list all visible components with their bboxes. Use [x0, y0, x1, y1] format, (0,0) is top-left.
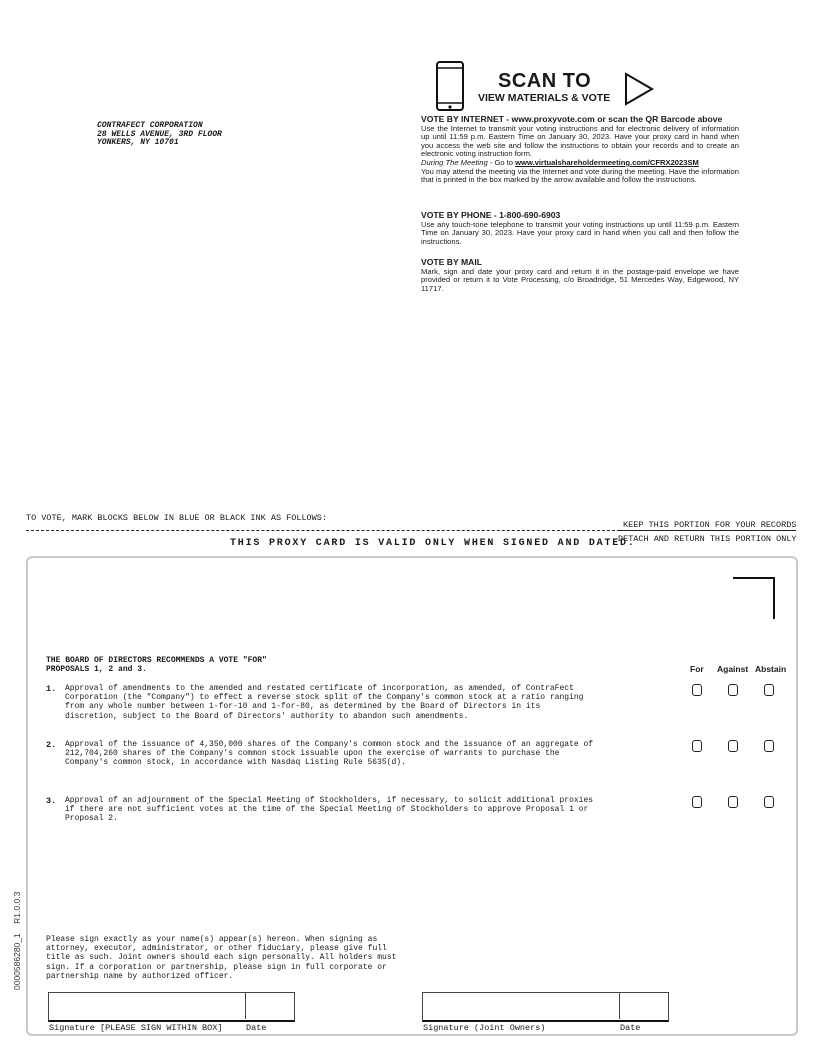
divider: [620, 530, 796, 531]
proposal-text: Approval of an adjournment of the Special Meeting of Stockholders, if necessary, to solicit additional proxies if there are not sufficient votes at the time of the Special Meeting of Stockholders to approve Proposal 1 or Proposal 2.: [65, 796, 594, 824]
meeting-text: You may attend the meeting via the Internet and vote during the meeting. Have the information that is printed in the box marked by the arrow available and follow the instructions.: [421, 166, 739, 185]
vote-mail-heading: VOTE BY MAIL: [421, 257, 482, 267]
phone-icon: [436, 61, 464, 111]
divider: [245, 992, 246, 1019]
checkbox-against[interactable]: [728, 740, 738, 752]
meeting-prefix: During The Meeting: [421, 157, 488, 167]
board-line: PROPOSALS 1, 2 and 3.: [46, 665, 147, 674]
joint-signature-label: Signature (Joint Owners): [423, 1023, 546, 1033]
vote-phone-text: Use any touch-tone telephone to transmit your voting instructions up until 11:59 p.m. Eastern Time on January 30, 2023. Have your proxy card in hand when you call and then follow the instructions.: [421, 219, 739, 246]
proposal-number: 1.: [46, 684, 57, 694]
vote-phone-heading: VOTE BY PHONE - 1-800-690-6903: [421, 210, 561, 220]
column-abstain: Abstain: [755, 664, 787, 674]
column-against: Against: [717, 664, 749, 674]
checkbox-abstain[interactable]: [764, 684, 774, 696]
side-id: 0000586280_1 R1.0.0.3: [12, 891, 22, 990]
checkbox-against[interactable]: [728, 684, 738, 696]
proposal-number: 2.: [46, 740, 57, 750]
keep-portion-label: KEEP THIS PORTION FOR YOUR RECORDS: [623, 520, 797, 530]
proposal-text: Approval of amendments to the amended and restated certificate of incorporation, as amended, of ContraFect Corporation (the "Company") to effect a reverse stock split of the Company's common stock at a ratio ranging from any whole number between 1-for-10 and 1-for-80, as determined by the Board of Directors in its discretion, subject to the Board of Directors' authority to abandon such amendments.: [65, 684, 584, 721]
checkbox-against[interactable]: [728, 796, 738, 808]
signing-instructions: Please sign exactly as your name(s) appear(s) hereon. When signing as attorney, executor, administrator, or other fiduciary, please give full title as such. Joint owners should each sign personally. All holders must sign. If a corporation or partnership, please sign in full corporate or partnership name by authorized officer.: [46, 935, 397, 981]
vote-internet-section: [421, 115, 739, 185]
proposal-number: 3.: [46, 796, 57, 806]
proposal-text: Approval of the issuance of 4,350,000 shares of the Company's common stock and the issuance of an aggregate of 212,704,260 shares of the Company's common stock issuable upon the exercise of warrants to purchase the Company's common stock, in accordance with Nasdaq Listing Rule 5635(d).: [65, 740, 594, 768]
divider: [619, 992, 620, 1019]
mailing-address: [97, 122, 222, 148]
address-line: YONKERS, NY 10701: [97, 138, 179, 147]
signature-box[interactable]: [48, 992, 295, 1022]
vote-phone-section: [421, 211, 739, 246]
address-line: CONTRAFECT CORPORATION: [97, 121, 203, 130]
board-recommendation: [46, 656, 267, 674]
date-label: Date: [246, 1023, 267, 1033]
checkbox-abstain[interactable]: [764, 740, 774, 752]
corner-mark: [733, 577, 775, 619]
vote-mail-text: Mark, sign and date your proxy card and return it in the postage-paid envelope we have provided or return it to Vote Processing, c/o Broadridge, 51 Mercedes Way, Edgewood, NY 11717.: [421, 266, 739, 293]
vote-internet-heading: VOTE BY INTERNET - www.proxyvote.com or scan the QR Barcode above: [421, 114, 723, 124]
valid-notice: THIS PROXY CARD IS VALID ONLY WHEN SIGNED AND DATED.: [230, 538, 636, 549]
signature-label: Signature [PLEASE SIGN WITHIN BOX]: [49, 1023, 223, 1033]
joint-date-label: Date: [620, 1023, 641, 1033]
detach-portion-label: DETACH AND RETURN THIS PORTION ONLY: [618, 534, 797, 544]
scan-title: SCAN TO: [498, 70, 592, 92]
column-for: For: [690, 664, 704, 674]
meeting-goto: - Go to: [487, 157, 516, 167]
vote-internet-text: Use the Internet to transmit your voting instructions and for electronic delivery of information up until 11:59 p.m. Eastern Time on January 30, 2023. Have your proxy card in hand when you access the web site and follow the instructions to obtain your records and to create an electronic voting instruction form.: [421, 123, 739, 159]
vote-mail-section: [421, 258, 739, 293]
meeting-url-link[interactable]: www.virtualshareholdermeeting.com/CFRX2023SM: [515, 157, 699, 167]
to-vote-instruction: TO VOTE, MARK BLOCKS BELOW IN BLUE OR BLACK INK AS FOLLOWS:: [26, 513, 327, 523]
checkbox-for[interactable]: [692, 796, 702, 808]
scan-subtitle: VIEW MATERIALS & VOTE: [478, 92, 611, 104]
joint-signature-box[interactable]: [422, 992, 669, 1022]
board-line: THE BOARD OF DIRECTORS RECOMMENDS A VOTE "FOR": [46, 656, 267, 665]
address-line: 28 WELLS AVENUE, 3RD FLOOR: [97, 129, 222, 139]
checkbox-for[interactable]: [692, 684, 702, 696]
checkbox-abstain[interactable]: [764, 796, 774, 808]
detach-line: [26, 530, 620, 531]
arrow-icon: [624, 72, 654, 106]
checkbox-for[interactable]: [692, 740, 702, 752]
